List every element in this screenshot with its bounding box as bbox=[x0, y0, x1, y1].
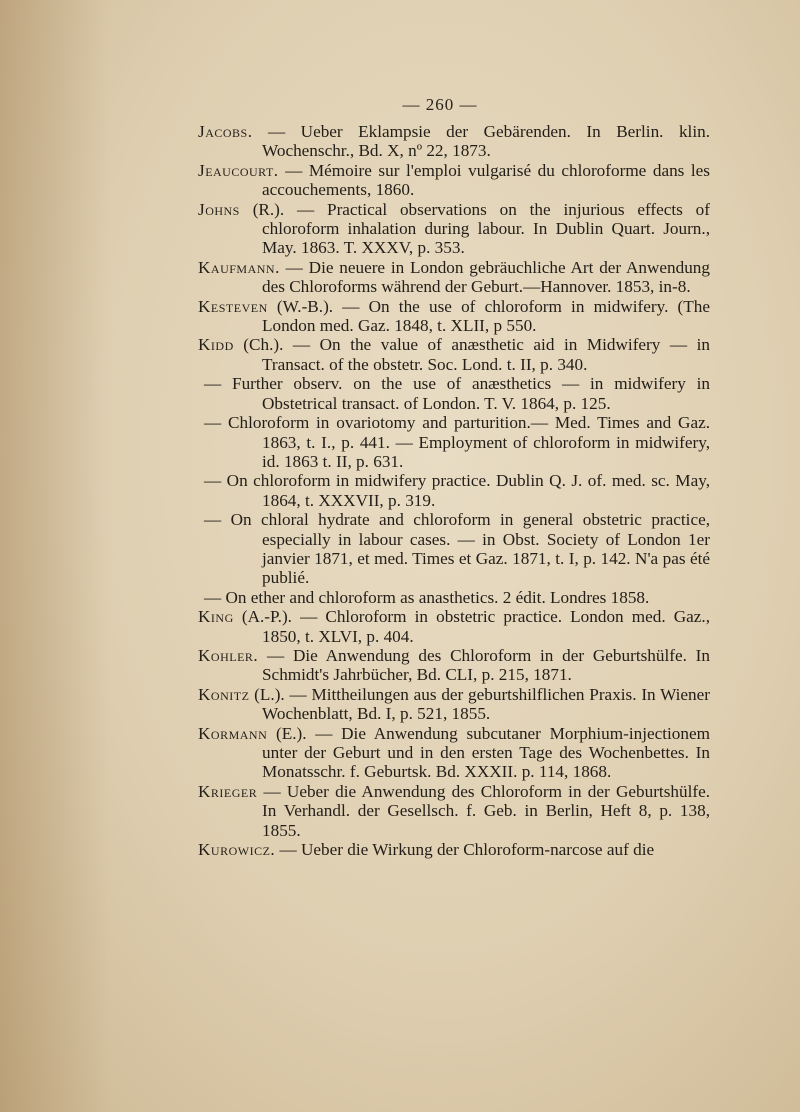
bibliography-entry bbox=[198, 200, 710, 258]
entry-text: — Die Anwendung des Chloroform in der Geburtshülfe. In Schmidt's Jahrbücher, Bd. CLI, p. 215, 1871. bbox=[258, 645, 710, 685]
entry-text: — Mémoire sur l'emploi vulgarisé du chloroforme dans les accouchements, 1860. bbox=[262, 160, 710, 200]
bibliography-subentry bbox=[198, 510, 710, 588]
entry-author: Jeaucourt. bbox=[198, 160, 279, 180]
entry-author: Krieger bbox=[198, 781, 258, 801]
entry-text: — On ether and chloroform as anasthetics. 2 édit. Londres 1858. bbox=[204, 587, 650, 607]
bibliography-entry bbox=[198, 161, 710, 200]
bibliography-entry bbox=[198, 122, 710, 161]
bibliography-entry bbox=[198, 646, 710, 685]
bibliography-entry bbox=[198, 258, 710, 297]
entry-text: (L.). — Mittheilungen aus der geburtshilflichen Praxis. In Wiener Wochenblatt, Bd. I, p. 521, 1855. bbox=[249, 684, 710, 724]
entry-author: Jacobs. bbox=[198, 122, 253, 141]
entry-text: — Ueber Eklampsie der Gebärenden. In Berlin. klin. Wochenschr., Bd. X, nº 22, 1873. bbox=[252, 122, 710, 161]
entry-text: — On chloroform in midwifery practice. Dublin Q. J. of. med. sc. May, 1864, t. XXXVII, p. 319. bbox=[204, 471, 710, 510]
entry-text: — Ueber die Anwendung des Chloroform in der Geburtshülfe. In Verhandl. der Gesellsch. f. Geb. in Berlin, Heft 8, p. 138, 1855. bbox=[257, 781, 710, 840]
bibliography-entry bbox=[198, 297, 710, 336]
entry-text: — On chloral hydrate and chloroform in general obstetric practice, especially in labour cases. — in Obst. Society of London 1er janvier 1871, et med. Times et Gaz. 1871, t. I, p. 142. N'a pas été publié. bbox=[204, 510, 710, 588]
entry-author: Kohler. bbox=[198, 645, 259, 665]
entry-text: (A.-P.). — Chloroform in obstetric practice. London med. Gaz., 1850, t. XLVI, p. 404. bbox=[233, 607, 710, 646]
entry-text: (R.). — Practical observations on the injurious effects of chloroform inhalation during labour. In Dublin Quart. Journ., May. 1863. T. XXXV, p. 353. bbox=[239, 199, 710, 258]
entry-author: Johns bbox=[198, 199, 240, 219]
entry-text: — Die neuere in London gebräuchliche Art der Anwendung des Chloroforms während der Geburt.—Hannover. 1853, in-8. bbox=[262, 257, 710, 297]
entry-author: Konitz bbox=[198, 684, 250, 704]
entry-text: — Ueber die Wirkung der Chloroform-narcose auf die bbox=[275, 840, 655, 860]
bibliography-list bbox=[198, 122, 710, 859]
entry-text: (E.). — Die Anwendung subcutaner Morphium-injectionem unter der Geburt und in den ersten Tage des Wochenbettes. In Monatsschr. f. Geburtsk. Bd. XXXII. p. 114, 1868. bbox=[262, 723, 710, 782]
entry-author: King bbox=[198, 607, 234, 627]
entry-author: Kaufmann. bbox=[198, 257, 280, 277]
entry-text: — Further observ. on the use of anæsthetics — in midwifery in Obstetrical transact. of London. T. V. 1864, p. 125. bbox=[204, 374, 710, 413]
bibliography-entry bbox=[198, 724, 710, 782]
entry-author: Kidd bbox=[198, 335, 234, 355]
entry-author: Kormann bbox=[198, 723, 268, 743]
bibliography-entry bbox=[198, 685, 710, 724]
bibliography-entry bbox=[198, 335, 710, 374]
page-number: — 260 — bbox=[402, 95, 478, 114]
bibliography-subentry bbox=[198, 374, 710, 413]
bibliography-entry bbox=[198, 840, 710, 859]
page-edge-shadow bbox=[0, 0, 110, 1112]
bibliography-subentry bbox=[198, 588, 710, 607]
bibliography-entry bbox=[198, 782, 710, 840]
bibliography-subentry bbox=[198, 471, 710, 510]
bibliography-subentry bbox=[198, 413, 710, 471]
entry-text: (W.-B.). — On the use of chloroform in midwifery. (The London med. Gaz. 1848, t. XLII, p 550. bbox=[262, 296, 710, 336]
entry-author: Kesteven bbox=[198, 296, 268, 316]
entry-author: Kurowicz. bbox=[198, 840, 276, 860]
entry-text: (Ch.). — On the value of anæsthetic aid in Midwifery — in Transact. of the obstetr. Soc. Lond. t. II, p. 340. bbox=[233, 335, 710, 374]
bibliography-entry bbox=[198, 607, 710, 646]
entry-text: — Chloroform in ovariotomy and parturition.— Med. Times and Gaz. 1863, t. I., p. 441. — Employment of chloroform in midwifery, id. 1863 t. II, p. 631. bbox=[204, 413, 710, 471]
